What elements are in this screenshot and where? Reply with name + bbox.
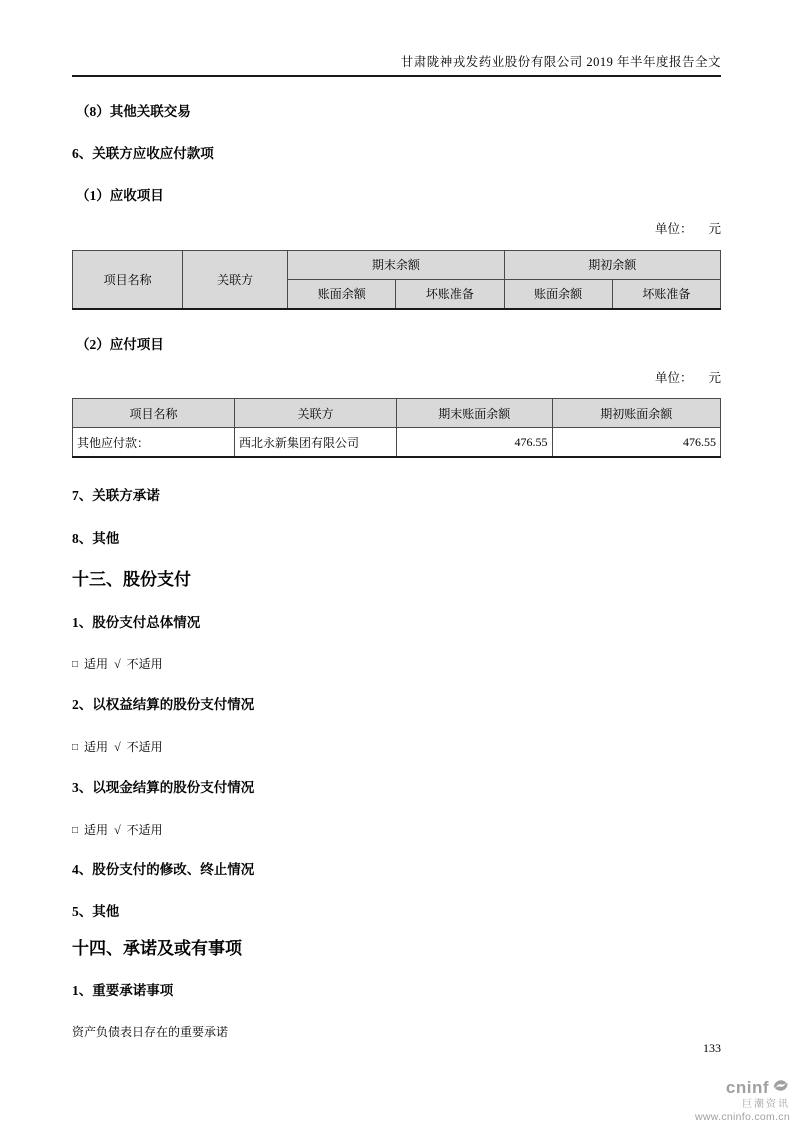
check-icon: √ [114, 740, 121, 754]
cninfo-logo [695, 1077, 790, 1122]
unit-value: 元 [708, 222, 721, 236]
cninfo-brand-text: cninf [725, 1077, 769, 1097]
cell-item-name: 其他应付款： [73, 428, 235, 458]
payable-table [72, 398, 721, 458]
col-beginning-balance: 期初余额 [504, 250, 720, 279]
unit-label: 单位： [654, 370, 693, 385]
heading-share-based-payment: 十三、股份支付 [72, 570, 191, 589]
col-book-balance-ending: 账面余额 [288, 279, 396, 309]
applicability-line [72, 655, 721, 672]
heading-modification-termination: 4、股份支付的修改、终止情况 [72, 862, 255, 877]
cell-related-party: 西北永新集团有限公司 [235, 428, 397, 458]
table-row [73, 428, 721, 458]
check-icon: √ [114, 657, 121, 671]
unit-value: 元 [708, 370, 721, 385]
check-icon: √ [114, 823, 121, 837]
applicable-label: 适用 [84, 740, 109, 754]
heading-payable-items: （2）应付项目 [76, 336, 164, 352]
balance-sheet-commitments-text: 资产负债表日存在的重要承诺 [72, 1025, 229, 1039]
document-header-title: 甘肃陇神戎发药业股份有限公司 2019 年半年度报告全文 [72, 0, 721, 77]
receivable-table [72, 250, 721, 310]
cell-beginning-balance: 476.55 [552, 428, 720, 458]
unit-line-payable [72, 368, 721, 386]
applicable-label: 适用 [84, 823, 109, 837]
heading-related-party-commitments: 7、关联方承诺 [72, 488, 160, 503]
col-ending-book-balance: 期末账面余额 [397, 399, 553, 428]
not-applicable-label: 不适用 [126, 823, 163, 837]
heading-equity-settled: 2、以权益结算的股份支付情况 [72, 697, 255, 712]
applicability-line [72, 738, 721, 755]
unit-line-receivable [72, 219, 721, 237]
unit-label: 单位： [654, 222, 693, 236]
col-related-party: 关联方 [183, 250, 288, 309]
col-ending-balance: 期末余额 [288, 250, 504, 279]
checkbox-icon: □ [72, 659, 79, 670]
heading-important-commitments: 1、重要承诺事项 [72, 983, 174, 998]
col-beginning-book-balance: 期初账面余额 [552, 399, 720, 428]
checkbox-icon: □ [72, 825, 79, 836]
page-number: 133 [703, 1041, 721, 1055]
heading-other-8: 8、其他 [72, 531, 120, 546]
col-related-party: 关联方 [235, 399, 397, 428]
not-applicable-label: 不适用 [126, 657, 163, 671]
heading-commitments-contingencies: 十四、承诺及或有事项 [72, 939, 242, 958]
col-item-name: 项目名称 [73, 399, 235, 428]
heading-cash-settled: 3、以现金结算的股份支付情况 [72, 780, 255, 795]
not-applicable-label: 不适用 [126, 740, 163, 754]
heading-related-receivable-payable: 6、关联方应收应付款项 [72, 146, 214, 161]
heading-receivable-items: （1）应收项目 [76, 188, 164, 203]
heading-other-5: 5、其他 [72, 904, 120, 919]
col-book-balance-beginning: 账面余额 [504, 279, 612, 309]
cninfo-url: www.cninfo.com.cn [695, 1111, 790, 1122]
checkbox-icon: □ [72, 742, 79, 753]
heading-share-payment-overview: 1、股份支付总体情况 [72, 615, 201, 630]
heading-other-related-transactions: （8）其他关联交易 [76, 104, 191, 119]
cninfo-swirl-icon [771, 1077, 790, 1099]
applicable-label: 适用 [84, 657, 109, 671]
cninfo-subtitle: 巨潮资讯 [742, 1098, 790, 1110]
col-bad-debt-ending: 坏账准备 [396, 279, 504, 309]
cell-ending-balance: 476.55 [397, 428, 553, 458]
applicability-line [72, 821, 721, 838]
col-item-name: 项目名称 [73, 250, 183, 309]
col-bad-debt-beginning: 坏账准备 [612, 279, 720, 309]
